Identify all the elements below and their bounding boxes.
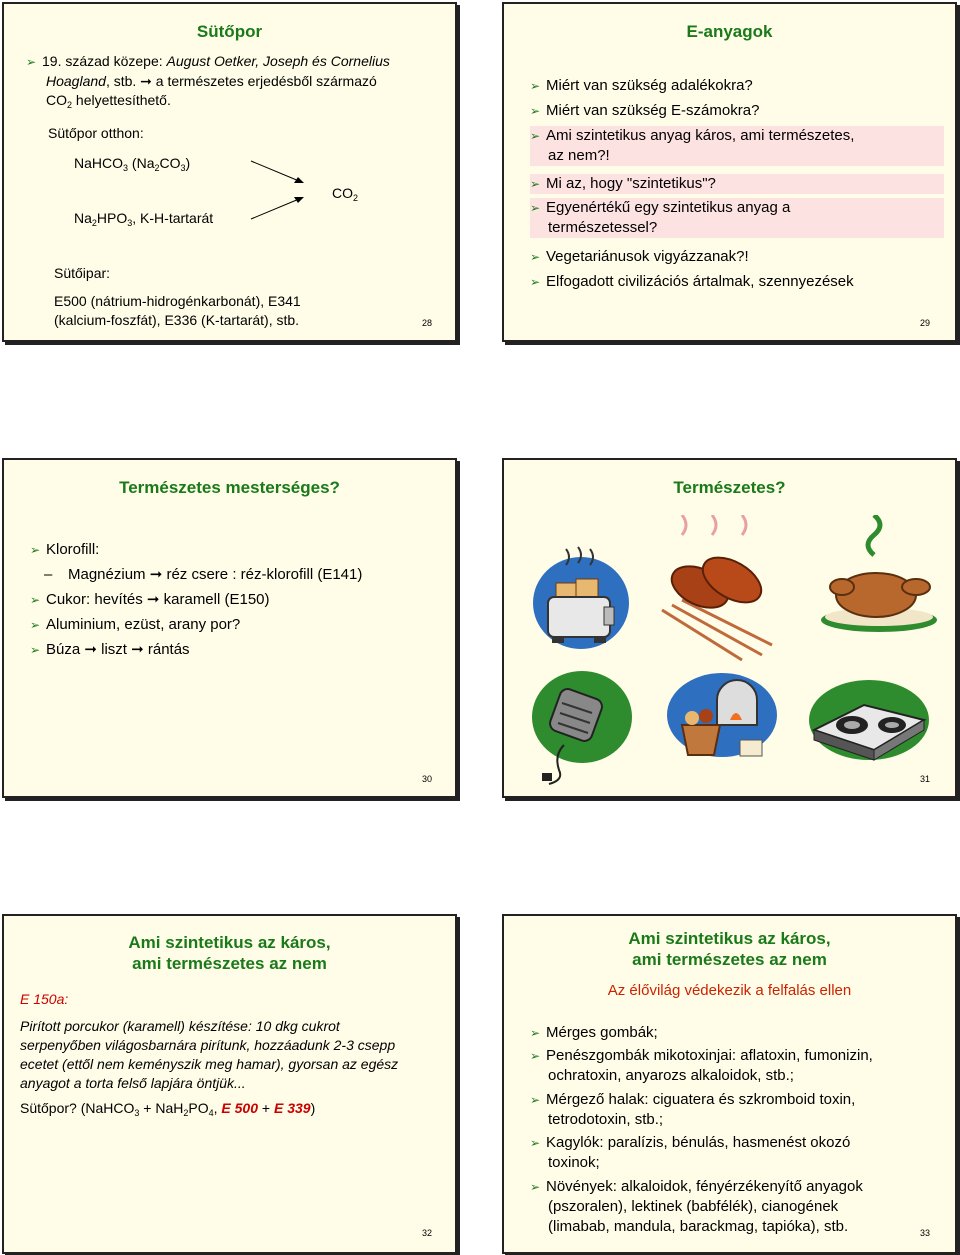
bullet-item: ➢ Kagylók: paralízis, bénulás, hasmenést okozó toxinok; [530,1134,851,1171]
toaster-icon [526,545,636,655]
oven-icon [662,670,782,770]
bullet-item: ➢ Elfogadott civilizációs ártalmak, szennyezések [530,273,854,290]
slide-30 [2,458,457,798]
arrow-bullet-icon: ➢ [30,543,41,557]
sandwich-grill-icon [524,665,634,785]
bullet-item: ➢ 19. század közepe: August Oetker, Joseph és Cornelius Hoagland, stb. ➞ a természetes erjedésből származó $CO_2$ helyettesíthető. [26,53,390,110]
recipe-text: Pirított porcukor (karamell) készítése: 10 dkg cukrot serpenyőben világosbarnára pirítunk, hozzáadunk 2-3 csepp ecetet (ettől nem keményszik meg hamar), gyorsan az egész anyagot a torta felső lapjára öntjük... [20,1018,399,1091]
bullet-item: ➢ Miért van szükség E-számokra? [530,102,760,119]
slide-title: Sütőpor [196,22,263,41]
right-arrow-icon: ➞ [145,566,163,583]
arrow-bullet-icon: ➢ [530,250,541,264]
slide-title: E-anyagok [686,22,773,41]
slide-29 [502,2,957,342]
slide-title: Természetes? [673,478,786,497]
slide-title: Ami szintetikus az káros, ami természetes az nem [128,933,331,973]
bullet-item: ➢ Cukor: hevítés ➞ karamell (E150) [30,591,270,608]
slide-title: Természetes mesterséges? [119,478,340,497]
slide-subtitle: Az élővilág védekezik a felfalás ellen [607,982,852,999]
sub-bullet-item: – Magnézium ➞ réz csere : réz-klorofill (E141) [44,566,363,583]
slide-28 [2,2,457,342]
chem-formula-1: NaHCO$_3$ $(Na_2CO_3)$ [74,155,191,173]
arrow-bullet-icon: ➢ [530,201,541,215]
reaction-arrows-icon [249,159,309,224]
industry-line-2: (kalcium-foszfát), E336 (K-tartarát), stb. [54,312,300,328]
roast-chicken-icon [814,515,944,635]
bullet-item: ➢ Mérges gombák; [530,1024,658,1041]
page-number: 30 [422,774,433,784]
page-number: 33 [920,1228,931,1238]
bullet-item-highlighted: ➢ Egyenértékű egy szintetikus anyag a természetessel? [530,198,944,238]
sausages-icon [652,515,782,665]
bullet-item: ➢ Miért van szükség adalékokra? [530,77,753,94]
arrow-bullet-icon: ➢ [530,79,541,93]
bullet-item: ➢ Aluminium, ezüst, arany por? [30,616,241,633]
arrow-bullet-icon: ➢ [30,593,41,607]
arrow-bullet-icon: ➢ [530,129,541,143]
bullet-item-highlighted: ➢ Ami szintetikus anyag káros, ami természetes, az nem?! [530,126,944,166]
e-number-label: E 150a: [20,991,69,1007]
arrow-bullet-icon: ➢ [530,1049,541,1063]
co2-product: $CO_2$ [332,185,359,203]
bullet-item-highlighted: ➢ Mi az, hogy "szintetikus"? [530,174,944,194]
bullet-item: ➢ Búza ➞ liszt ➞ rántás [30,641,190,658]
slide-33 [502,914,957,1254]
arrow-bullet-icon: ➢ [530,1093,541,1107]
right-arrow-icon: ➞ [140,73,152,89]
bullet-item: ➢ Klorofill: [30,541,100,558]
page-number: 29 [920,318,931,328]
bullet-item: ➢ Vegetariánusok vigyázzanak?! [530,248,749,265]
page-number: 31 [920,774,931,784]
arrow-bullet-icon: ➢ [530,1180,541,1194]
baking-powder-question: Sütőpor? (NaHCO$_3$ + $NaH_2PO_4$, E 500 + E 339) [20,1100,316,1118]
slide-32 [2,914,457,1254]
arrow-bullet-icon: ➢ [530,1026,541,1040]
home-label: Sütőpor otthon: [48,125,144,141]
hotplate-icon [804,675,934,770]
page-number: 28 [422,318,433,328]
arrow-bullet-icon: ➢ [530,177,541,191]
right-arrow-icon: ➞ [126,641,144,658]
arrow-bullet-icon: ➢ [530,1136,541,1150]
arrow-bullet-icon: ➢ [30,643,41,657]
arrow-bullet-icon: ➢ [26,55,37,69]
page-number: 32 [422,1228,433,1238]
slide-31 [502,458,957,798]
right-arrow-icon: ➞ [80,641,97,658]
bullet-item: ➢ Mérgező halak: ciguatera és szkromboid toxin, tetrodotoxin, stb.; [530,1091,856,1128]
arrow-bullet-icon: ➢ [30,618,41,632]
bullet-item: ➢ Penészgombák mikotoxinjai: aflatoxin, fumonizin, ochratoxin, anyarozs alkaloidok, stb.; [530,1047,873,1084]
industry-label: Sütőipar: [54,265,111,281]
slide-title: Ami szintetikus az káros, ami természetes az nem [628,929,831,969]
arrow-bullet-icon: ➢ [530,104,541,118]
arrow-bullet-icon: ➢ [530,275,541,289]
industry-line-1: E500 (nátrium-hidrogénkarbonát), E341 [54,293,301,309]
bullet-item: ➢ Növények: alkaloidok, fényérzékenyítő anyagok (pszoralen), lektinek (babfélék), cianogének (limabab, mandula, barackmag, tapióka), stb. [530,1178,863,1235]
chem-formula-2: $Na_2HPO_3$, K-H-tartarát [74,210,214,228]
right-arrow-icon: ➞ [142,591,160,608]
